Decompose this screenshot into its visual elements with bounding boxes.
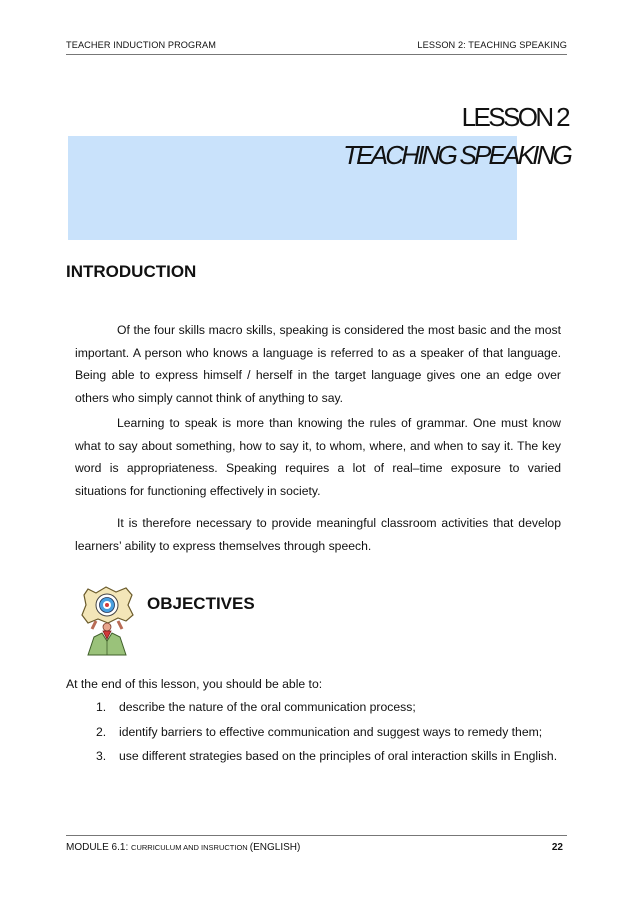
header-program: TEACHER INDUCTION PROGRAM <box>66 40 217 50</box>
footer-course: CURRICULUM AND INSRUCTION <box>131 843 250 852</box>
footer-rule <box>66 835 567 836</box>
page-footer <box>66 842 563 858</box>
objectives-lead: At the end of this lesson, you should be able to: <box>66 677 323 691</box>
list-number: 2. <box>96 724 107 739</box>
list-item <box>66 721 561 744</box>
objectives-heading: OBJECTIVES <box>147 594 255 613</box>
footer-module: MODULE 6.1: <box>66 842 132 853</box>
target-person-icon <box>76 585 138 657</box>
intro-paragraph-2: Learning to speak is more than knowing the rules of grammar. One must know what to say about something, how to say it, to whom, where, and when to say it. The key word is appropriateness. Speaking requires a lot of real–time exposure to varied situations for functioning effectively in society. <box>75 416 561 498</box>
intro-paragraph-1: Of the four skills macro skills, speaking is considered the most basic and the most important. A person who knows a language is referred to as a speaker of that language. Being able to express himself / herself in the target language gives one an edge over others who simply cannot think of anything to say. <box>75 323 561 405</box>
list-text: describe the nature of the oral communication process; <box>119 700 416 714</box>
footer-subject: (ENGLISH) <box>249 842 301 853</box>
list-item <box>66 696 561 719</box>
header-lesson: LESSON 2: TEACHING SPEAKING <box>417 40 567 50</box>
list-item <box>66 745 561 768</box>
list-number: 1. <box>96 700 107 714</box>
list-text: identify barriers to effective communication and suggest ways to remedy them; <box>119 724 543 739</box>
objectives-list <box>66 696 561 770</box>
list-text: use different strategies based on the principles of oral interaction skills in English. <box>119 749 558 764</box>
lesson-number-title: LESSON 2 <box>461 102 568 132</box>
intro-paragraph-3: It is therefore necessary to provide meaningful classroom activities that develop learners’ ability to express themselves through speech. <box>75 516 561 553</box>
page-number: 22 <box>551 842 563 853</box>
lesson-topic-title: TEACHING SPEAKING <box>343 140 570 170</box>
header-rule <box>66 54 567 55</box>
introduction-heading: INTRODUCTION <box>66 262 197 281</box>
list-number: 3. <box>96 749 107 764</box>
